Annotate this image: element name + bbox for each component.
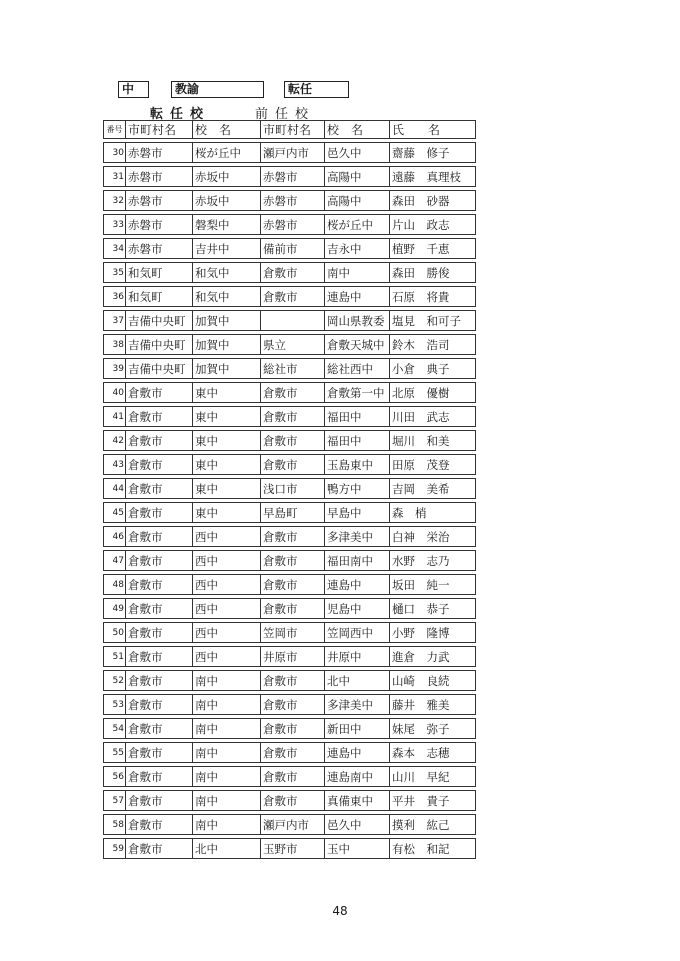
row-number: 36 (104, 287, 126, 307)
new-school-cell: 西中 (193, 551, 261, 571)
table-row (104, 383, 476, 403)
column-header-new-municipality: 市町村名 (126, 121, 193, 139)
teacher-name-cell: 北原 優樹 (390, 383, 476, 403)
new-municipality-cell: 赤磐市 (126, 191, 193, 211)
teacher-name-cell: 進倉 力武 (390, 647, 476, 667)
previous-municipality-cell: 倉敷市 (261, 263, 325, 283)
table-row (104, 719, 476, 739)
table-row (104, 143, 476, 163)
previous-municipality-cell: 倉敷市 (261, 383, 325, 403)
new-municipality-cell: 倉敷市 (126, 575, 193, 595)
teacher-name-cell: 小野 隆博 (390, 623, 476, 643)
previous-school-cell: 岡山県教委 (325, 311, 390, 331)
new-municipality-cell: 倉敷市 (126, 407, 193, 427)
teacher-name-cell: 遠藤 真理枝 (390, 167, 476, 187)
previous-school-cell: 邑久中 (325, 143, 390, 163)
previous-school-cell: 倉敷第一中 (325, 383, 390, 403)
table-row (104, 167, 476, 187)
table-row (104, 287, 476, 307)
new-school-cell: 南中 (193, 791, 261, 811)
row-number: 34 (104, 239, 126, 259)
previous-municipality-cell: 備前市 (261, 239, 325, 259)
teacher-name-cell: 水野 志乃 (390, 551, 476, 571)
teacher-name-cell: 妹尾 弥子 (390, 719, 476, 739)
new-school-cell: 和気中 (193, 287, 261, 307)
new-municipality-cell: 倉敷市 (126, 551, 193, 571)
previous-school-cell: 玉中 (325, 839, 390, 859)
new-municipality-cell: 吉備中央町 (126, 359, 193, 379)
new-school-cell: 南中 (193, 767, 261, 787)
previous-municipality-cell: 赤磐市 (261, 191, 325, 211)
row-number: 47 (104, 551, 126, 571)
new-school-cell: 西中 (193, 623, 261, 643)
row-number: 59 (104, 839, 126, 859)
teacher-name-cell: 山川 早紀 (390, 767, 476, 787)
previous-school-cell: 桜が丘中 (325, 215, 390, 235)
new-school-cell: 磐梨中 (193, 215, 261, 235)
new-municipality-cell: 倉敷市 (126, 695, 193, 715)
previous-municipality-cell: 倉敷市 (261, 719, 325, 739)
new-school-cell: 南中 (193, 815, 261, 835)
previous-school-cell: 邑久中 (325, 815, 390, 835)
previous-school-cell: 南中 (325, 263, 390, 283)
table-row (104, 191, 476, 211)
status-label: 転任 (284, 81, 349, 98)
previous-school-cell: 連島中 (325, 287, 390, 307)
row-number: 42 (104, 431, 126, 451)
teacher-name-cell: 白神 栄治 (390, 527, 476, 547)
row-number: 43 (104, 455, 126, 475)
new-municipality-cell: 赤磐市 (126, 143, 193, 163)
previous-municipality-cell: 笠岡市 (261, 623, 325, 643)
previous-school-cell: 多津美中 (325, 695, 390, 715)
teacher-name-cell: 石原 将貴 (390, 287, 476, 307)
new-school-cell: 西中 (193, 575, 261, 595)
row-number: 45 (104, 503, 126, 523)
previous-school-cell: 早島中 (325, 503, 390, 523)
row-number: 46 (104, 527, 126, 547)
new-school-cell: 赤坂中 (193, 191, 261, 211)
new-municipality-cell: 倉敷市 (126, 479, 193, 499)
column-header-number: 番号 (104, 121, 126, 139)
previous-municipality-cell: 倉敷市 (261, 407, 325, 427)
level-label: 中 (118, 81, 149, 98)
new-municipality-cell: 倉敷市 (126, 383, 193, 403)
teacher-name-cell: 川田 武志 (390, 407, 476, 427)
table-row (104, 623, 476, 643)
row-number: 33 (104, 215, 126, 235)
new-municipality-cell: 倉敷市 (126, 527, 193, 547)
new-school-cell: 桜が丘中 (193, 143, 261, 163)
previous-school-cell: 笠岡西中 (325, 623, 390, 643)
table-row (104, 311, 476, 331)
row-number: 30 (104, 143, 126, 163)
new-municipality-cell: 倉敷市 (126, 671, 193, 691)
new-school-cell: 西中 (193, 647, 261, 667)
teacher-name-cell: 堀川 和美 (390, 431, 476, 451)
row-number: 55 (104, 743, 126, 763)
table-row (104, 215, 476, 235)
new-school-cell: 加賀中 (193, 311, 261, 331)
new-school-cell: 東中 (193, 407, 261, 427)
previous-municipality-cell: 玉野市 (261, 839, 325, 859)
new-municipality-cell: 倉敷市 (126, 839, 193, 859)
teacher-name-cell: 吉岡 美希 (390, 479, 476, 499)
previous-school-cell: 井原中 (325, 647, 390, 667)
new-municipality-cell: 赤磐市 (126, 239, 193, 259)
row-number: 39 (104, 359, 126, 379)
table-row (104, 407, 476, 427)
table-row (104, 479, 476, 499)
previous-municipality-cell: 倉敷市 (261, 431, 325, 451)
row-number: 31 (104, 167, 126, 187)
new-school-cell: 西中 (193, 527, 261, 547)
new-school-cell: 吉井中 (193, 239, 261, 259)
new-municipality-cell: 和気町 (126, 287, 193, 307)
previous-school-cell: 連島中 (325, 743, 390, 763)
column-header-previous-municipality: 市町村名 (261, 121, 325, 139)
row-number: 44 (104, 479, 126, 499)
table-row (104, 551, 476, 571)
table-row (104, 767, 476, 787)
row-number: 54 (104, 719, 126, 739)
teacher-name-cell: 片山 政志 (390, 215, 476, 235)
previous-municipality-cell: 赤磐市 (261, 215, 325, 235)
new-school-cell: 南中 (193, 695, 261, 715)
previous-school-group-heading: 前任校 (255, 107, 316, 122)
table-row (104, 791, 476, 811)
teacher-name-cell: 樋口 恭子 (390, 599, 476, 619)
teacher-name-cell: 山崎 良続 (390, 671, 476, 691)
previous-municipality-cell: 井原市 (261, 647, 325, 667)
previous-municipality-cell: 瀬戸内市 (261, 143, 325, 163)
teacher-name-cell: 小倉 典子 (390, 359, 476, 379)
table-row (104, 455, 476, 475)
table-row (104, 839, 476, 859)
new-school-cell: 南中 (193, 743, 261, 763)
row-number: 37 (104, 311, 126, 331)
new-school-cell: 東中 (193, 503, 261, 523)
previous-municipality-cell: 早島町 (261, 503, 325, 523)
previous-school-cell: 真備東中 (325, 791, 390, 811)
teacher-name-cell: 森 梢 (390, 503, 476, 523)
new-municipality-cell: 吉備中央町 (126, 335, 193, 355)
new-school-cell: 和気中 (193, 263, 261, 283)
teacher-name-cell: 森本 志穂 (390, 743, 476, 763)
table-row (104, 743, 476, 763)
teacher-name-cell: 森田 砂器 (390, 191, 476, 211)
table-row (104, 359, 476, 379)
previous-municipality-cell: 倉敷市 (261, 695, 325, 715)
new-school-cell: 加賀中 (193, 359, 261, 379)
row-number: 52 (104, 671, 126, 691)
new-municipality-cell: 倉敷市 (126, 815, 193, 835)
new-municipality-cell: 倉敷市 (126, 455, 193, 475)
table-body (104, 139, 476, 859)
new-school-cell: 南中 (193, 719, 261, 739)
previous-municipality-cell: 総社市 (261, 359, 325, 379)
table-row (104, 335, 476, 355)
teacher-name-cell: 有松 和記 (390, 839, 476, 859)
new-municipality-cell: 倉敷市 (126, 767, 193, 787)
table-row (104, 431, 476, 451)
previous-municipality-cell: 倉敷市 (261, 527, 325, 547)
previous-school-cell: 新田中 (325, 719, 390, 739)
new-municipality-cell: 倉敷市 (126, 599, 193, 619)
row-number: 35 (104, 263, 126, 283)
previous-municipality-cell: 倉敷市 (261, 767, 325, 787)
previous-municipality-cell: 倉敷市 (261, 575, 325, 595)
table-row (104, 575, 476, 595)
column-header-name: 氏 名 (390, 121, 476, 139)
previous-school-cell: 福田中 (325, 431, 390, 451)
row-number: 48 (104, 575, 126, 595)
row-number: 56 (104, 767, 126, 787)
row-number: 58 (104, 815, 126, 835)
table-row (104, 263, 476, 283)
new-municipality-cell: 赤磐市 (126, 215, 193, 235)
row-number: 51 (104, 647, 126, 667)
row-number: 40 (104, 383, 126, 403)
new-school-cell: 東中 (193, 479, 261, 499)
previous-municipality-cell: 倉敷市 (261, 671, 325, 691)
new-school-cell: 東中 (193, 455, 261, 475)
new-school-cell: 南中 (193, 671, 261, 691)
previous-school-cell: 福田中 (325, 407, 390, 427)
previous-school-cell: 高陽中 (325, 167, 390, 187)
row-number: 57 (104, 791, 126, 811)
teacher-name-cell: 坂田 純一 (390, 575, 476, 595)
table-header-row (104, 121, 476, 139)
column-header-previous-school: 校 名 (325, 121, 390, 139)
table-row (104, 671, 476, 691)
teacher-name-cell: 塩見 和可子 (390, 311, 476, 331)
previous-municipality-cell: 瀬戸内市 (261, 815, 325, 835)
new-school-cell: 東中 (193, 383, 261, 403)
new-municipality-cell: 倉敷市 (126, 791, 193, 811)
previous-municipality-cell: 浅口市 (261, 479, 325, 499)
teacher-name-cell: 鈴木 浩司 (390, 335, 476, 355)
transfer-table (103, 120, 476, 859)
teacher-name-cell: 藤井 雅美 (390, 695, 476, 715)
previous-municipality-cell: 倉敷市 (261, 791, 325, 811)
new-school-cell: 赤坂中 (193, 167, 261, 187)
new-municipality-cell: 倉敷市 (126, 623, 193, 643)
table-row (104, 239, 476, 259)
new-municipality-cell: 倉敷市 (126, 431, 193, 451)
previous-municipality-cell (261, 311, 325, 331)
new-municipality-cell: 倉敷市 (126, 743, 193, 763)
previous-school-cell: 多津美中 (325, 527, 390, 547)
row-number: 53 (104, 695, 126, 715)
table-row (104, 503, 476, 523)
previous-school-cell: 連島南中 (325, 767, 390, 787)
teacher-name-cell: 植野 千恵 (390, 239, 476, 259)
teacher-name-cell: 摸利 紘己 (390, 815, 476, 835)
column-header-new-school: 校 名 (193, 121, 261, 139)
table-row (104, 599, 476, 619)
page-number: 48 (332, 904, 348, 918)
previous-school-cell: 吉永中 (325, 239, 390, 259)
table-row (104, 647, 476, 667)
previous-municipality-cell: 倉敷市 (261, 455, 325, 475)
new-school-cell: 東中 (193, 431, 261, 451)
new-school-cell: 西中 (193, 599, 261, 619)
table-row (104, 815, 476, 835)
row-number: 49 (104, 599, 126, 619)
teacher-name-cell: 齋藤 修子 (390, 143, 476, 163)
new-school-cell: 加賀中 (193, 335, 261, 355)
previous-school-cell: 福田南中 (325, 551, 390, 571)
previous-school-cell: 児島中 (325, 599, 390, 619)
teacher-name-cell: 田原 茂登 (390, 455, 476, 475)
new-municipality-cell: 吉備中央町 (126, 311, 193, 331)
row-number: 50 (104, 623, 126, 643)
new-municipality-cell: 赤磐市 (126, 167, 193, 187)
position-label: 教諭 (171, 81, 264, 98)
row-number: 32 (104, 191, 126, 211)
new-municipality-cell: 倉敷市 (126, 719, 193, 739)
previous-school-cell: 鴨方中 (325, 479, 390, 499)
previous-school-cell: 玉島東中 (325, 455, 390, 475)
previous-municipality-cell: 倉敷市 (261, 551, 325, 571)
previous-municipality-cell: 倉敷市 (261, 743, 325, 763)
previous-municipality-cell: 県立 (261, 335, 325, 355)
previous-municipality-cell: 倉敷市 (261, 599, 325, 619)
new-school-cell: 北中 (193, 839, 261, 859)
previous-school-cell: 連島中 (325, 575, 390, 595)
teacher-name-cell: 平井 貴子 (390, 791, 476, 811)
new-municipality-cell: 倉敷市 (126, 503, 193, 523)
new-municipality-cell: 倉敷市 (126, 647, 193, 667)
teacher-name-cell: 森田 勝俊 (390, 263, 476, 283)
previous-municipality-cell: 倉敷市 (261, 287, 325, 307)
row-number: 38 (104, 335, 126, 355)
row-number: 41 (104, 407, 126, 427)
table-row (104, 695, 476, 715)
table-row (104, 527, 476, 547)
previous-school-cell: 北中 (325, 671, 390, 691)
previous-school-cell: 倉敷天城中 (325, 335, 390, 355)
previous-municipality-cell: 赤磐市 (261, 167, 325, 187)
previous-school-cell: 高陽中 (325, 191, 390, 211)
new-municipality-cell: 和気町 (126, 263, 193, 283)
new-school-group-heading: 転任校 (150, 107, 211, 122)
previous-school-cell: 総社西中 (325, 359, 390, 379)
